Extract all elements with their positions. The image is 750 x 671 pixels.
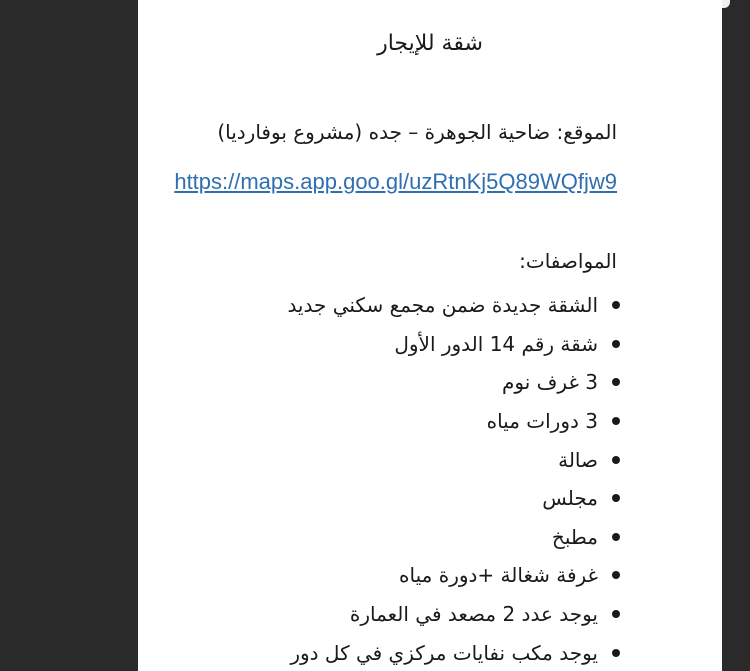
spec-item-text: يوجد عدد 2 مصعد في العمارة (349, 602, 598, 627)
spec-item (287, 402, 620, 441)
spec-item-text: صالة (558, 447, 598, 472)
specs-list (287, 286, 620, 671)
spec-item (287, 440, 620, 479)
spec-item (287, 518, 620, 557)
spec-item (287, 556, 620, 595)
spec-item (287, 286, 620, 325)
bullet-icon (612, 378, 620, 386)
spec-item-text: 3 دورات مياه (486, 409, 598, 434)
spec-item-text: الشقة جديدة ضمن مجمع سكني جديد (287, 293, 598, 318)
document-title: شقة للإيجار (377, 31, 483, 56)
bullet-icon (612, 340, 620, 348)
spec-item-text: شقة رقم 14 الدور الأول (394, 331, 598, 356)
spec-item (287, 595, 620, 634)
bullet-icon (612, 417, 620, 425)
specs-heading: المواصفات: (519, 249, 617, 273)
map-link[interactable]: https://maps.app.goo.gl/uzRtnKj5Q89WQfjw9 (174, 169, 617, 194)
bullet-icon (612, 301, 620, 309)
document-page (138, 0, 722, 671)
spec-item-text: مجلس (542, 486, 598, 511)
bullet-icon (612, 533, 620, 541)
location-line: الموقع: ضاحية الجوهرة – جده (مشروع بوفارديا) (217, 120, 617, 144)
bullet-icon (612, 494, 620, 502)
bullet-icon (612, 610, 620, 618)
bullet-icon (612, 456, 620, 464)
spec-item (287, 325, 620, 364)
spec-item-text: 3 غرف نوم (502, 370, 598, 395)
bullet-icon (612, 649, 620, 657)
spec-item-text: يوجد مكب نفايات مركزي في كل دور (290, 640, 598, 665)
spec-item (287, 363, 620, 402)
spec-item-text: مطبخ (551, 524, 598, 549)
bullet-icon (612, 571, 620, 579)
spec-item (287, 633, 620, 671)
spec-item-text: غرفة شغالة +دورة مياه (399, 563, 598, 588)
spec-item (287, 479, 620, 518)
